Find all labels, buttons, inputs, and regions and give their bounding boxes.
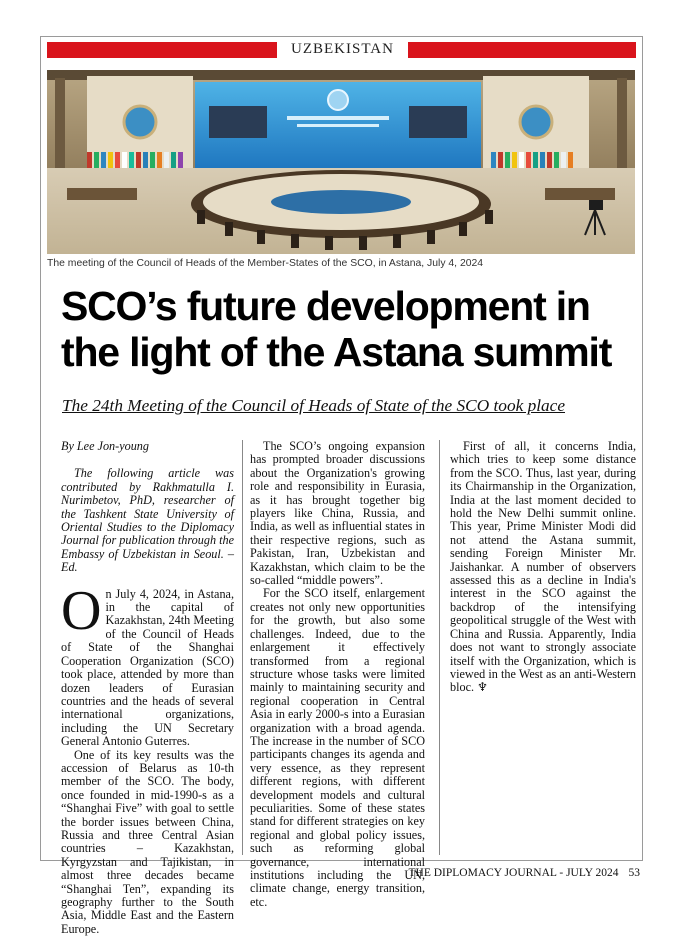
column-rule [242, 440, 243, 855]
paragraph-2: One of its key results was the accession of Belarus as 10-th member of the SCO. The body, once founded in mid-1990-s as a “Shanghai Five” with goal to settle the border issues between China, Russia and three Central Asian countries – Kazakhstan, Kyrgyzstan and Tajikistan, in almost three decades became “Shanghai Ten”, expanding its geography further to the South Asia, Middle East and the Eastern Europe. [61, 747, 234, 936]
table-center-carpet [271, 190, 411, 214]
column-1 [61, 440, 234, 936]
side-desk-right [545, 188, 615, 200]
article-headline [61, 283, 641, 375]
headline-line-1: SCO’s future development in [61, 283, 590, 329]
paragraph-5 [450, 440, 636, 695]
end-mark-icon: ♆ [477, 680, 488, 695]
photo-caption: The meeting of the Council of Heads of the Member-States of the SCO, in Astana, July 4, 2024 [47, 258, 484, 269]
summit-photo [47, 70, 635, 254]
screen-video-left [209, 106, 267, 138]
paragraph-4: For the SCO itself, enlargement creates not only new opportunities for the growth, but also some challenges. Indeed, due to the enlargement it effectively transformed from a regional structure whose tasks were limited mainly to maintaining security and regional cooperation in Central Asia in early 2000-s into a Eurasian organization with a broad agenda. The increase in the number of SCO participants changes its agenda and very essence, as they represent different regions, with different development models and cultural peculiarities. Some of these states stand for different strategies on key regional and global policy issues, such as reforming global governance, international institutions including the UN, climate change, energy transition, etc. [250, 586, 425, 909]
article-subhead: The 24th Meeting of the Council of Heads of State of the SCO took place [62, 396, 565, 415]
page-footer [300, 867, 640, 879]
page-number: 53 [628, 867, 640, 879]
summit-photo-illustration [47, 70, 635, 254]
section-bar-left [47, 42, 277, 58]
screen-video-right [409, 106, 467, 138]
paragraph-1 [61, 579, 234, 749]
paragraph-5-text: First of all, it concerns India, which tries to keep some distance from the SCO. Thus, last year, during its Chairmanship in the Organization, India at the last moment decided to hold the New Delhi summit online. This year, Prime Minister Modi did not attend the Astana summit, sending Foreign Minister Mr. Jaishankar. A number of observers assessed this as a decline in India's interest in the SCO against the backdrop of the intensifying geopolitical struggle of the West with China and Russia. Apparently, India does not want to strongly associate itself with the Organization, which is viewed in the West as an anti-Western bloc. [450, 439, 636, 695]
paragraph-3: The SCO’s ongoing expansion has prompted broader discussions about the Organization's growing role and responsibility in Eurasia, as it has brought together big players like China, Russia, and India, as well as influential states in their respective regions, such as Pakistan, Iran, Uzbekistan and Kazakhstan, which claim to be the so-called “middle powers”. [250, 439, 425, 588]
paragraph-1-text: n July 4, 2024, in Astana, in the capital of Kazakhstan, 24th Meeting of the Council of Heads of State of the Shanghai Cooperation Organization (SCO) took place, attended by more than dozen leaders of Eurasian countries and the heads of several international organizations, including the UN Secretary General Antonio Guterres. [61, 586, 234, 749]
drop-cap: O [61, 579, 102, 642]
sco-emblem-left [124, 106, 156, 138]
editor-intro: The following article was contributed by Rakhmatulla I. Nurimbetov, PhD, researcher of the Tashkent State University of Oriental Studies to the Diplomacy Journal for publication through the Embassy of Uzbekistan in Seoul. –Ed. [61, 466, 234, 575]
pillar [55, 78, 65, 178]
journal-name: THE DIPLOMACY JOURNAL - JULY 2024 [408, 867, 619, 879]
column-3 [450, 440, 636, 695]
section-header [47, 42, 636, 58]
screen-text [287, 116, 389, 120]
screen-text [297, 124, 379, 127]
sco-emblem-right [520, 106, 552, 138]
section-bar-right [408, 42, 636, 58]
screen-emblem [328, 90, 348, 110]
column-rule [439, 440, 440, 855]
pillar [617, 78, 627, 178]
headline-line-2: the light of the Astana summit [61, 329, 612, 375]
byline: By Lee Jon-young [61, 439, 149, 453]
column-2 [250, 440, 425, 909]
side-desk-left [67, 188, 137, 200]
section-label: UZBEKISTAN [291, 41, 394, 57]
camera-body [589, 200, 603, 210]
